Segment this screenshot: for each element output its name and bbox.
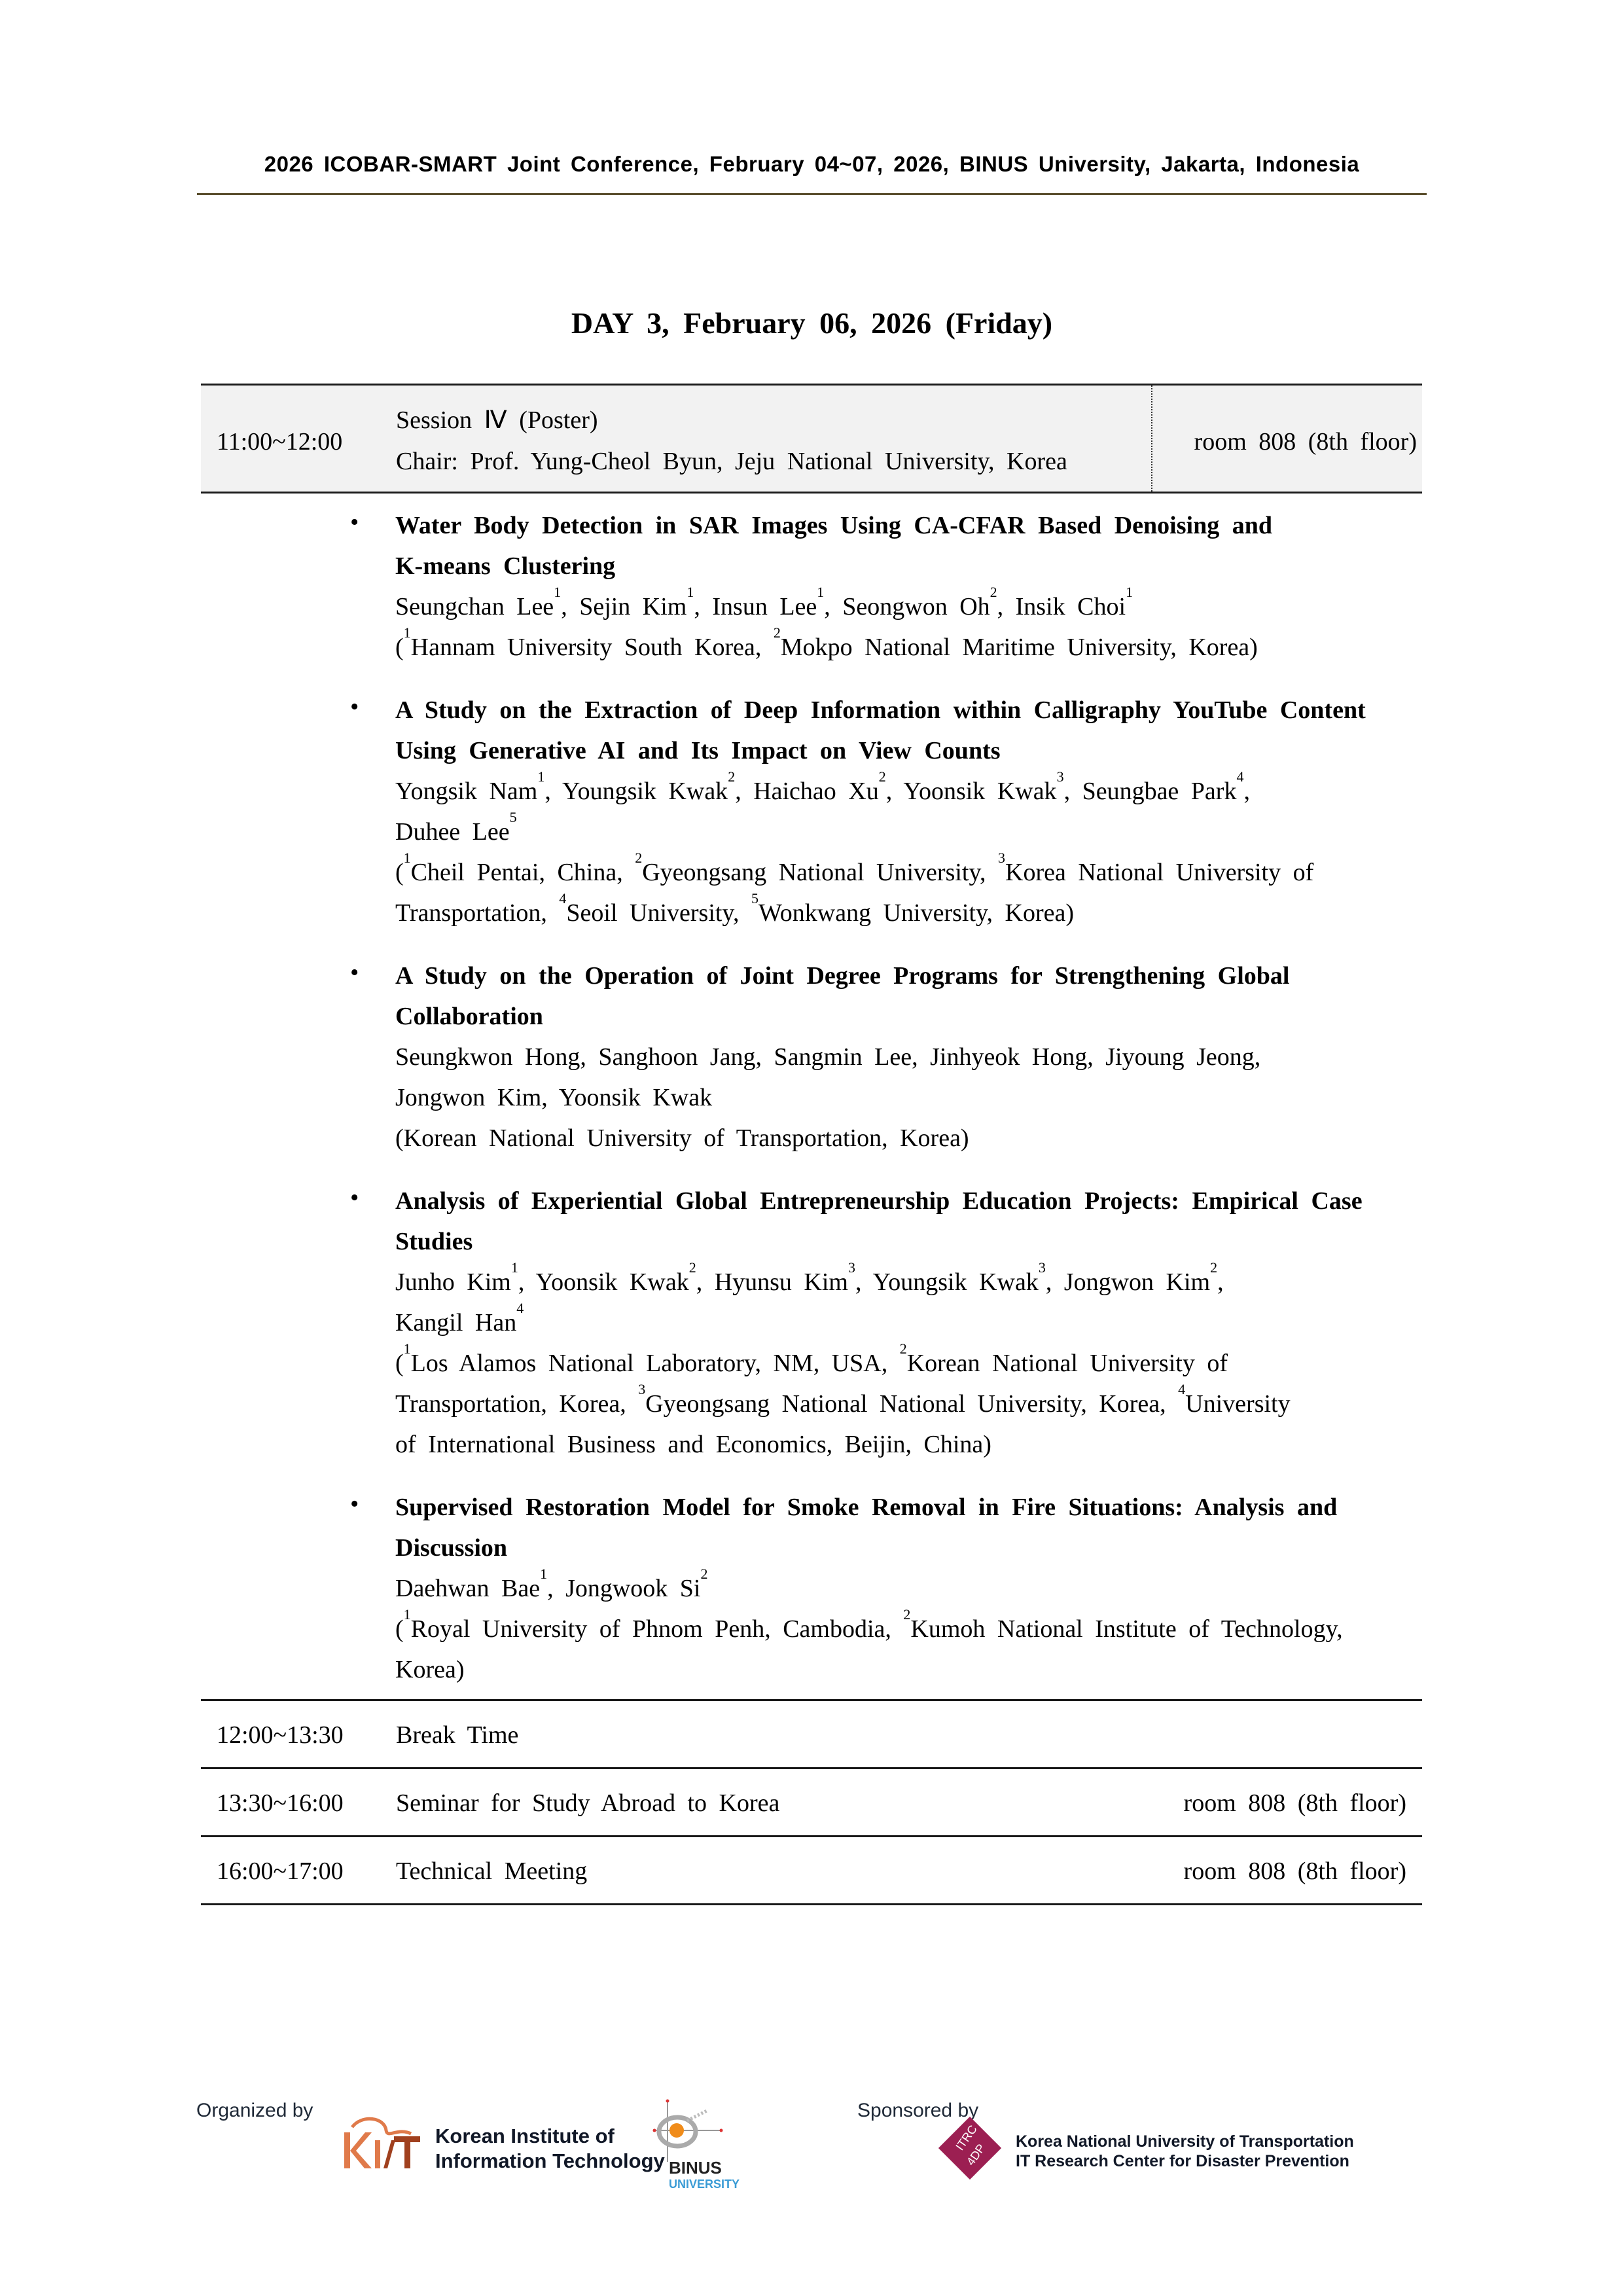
session-header-row [201,384,1422,493]
row-event: Seminar for Study Abroad to Korea [396,1789,780,1817]
text-segment: Cheil Pentai, China, [410,859,635,886]
affiliation-superscript: 2 [1210,1259,1218,1276]
text-segment: Gyeongsang National University, [642,859,999,886]
text-segment: Los Alamos National Laboratory, NM, USA, [410,1350,900,1377]
paper-affiliation-line [395,890,1422,933]
row-time: 13:30~16:00 [217,1789,344,1817]
text-segment: ( [395,1615,404,1643]
text-segment: Transportation, [395,899,560,927]
schedule-row-seminar [201,1769,1422,1837]
text-segment: Mokpo National Maritime University, Korea) [780,634,1258,661]
affiliation-superscript: 3 [847,1259,855,1276]
affiliation-superscript: 1 [403,1606,411,1623]
text-segment: Seungchan Lee [395,593,554,620]
affiliation-superscript: 4 [1178,1381,1186,1397]
affiliation-superscript: 1 [510,1259,518,1276]
paper-title-line: K-means Clustering [395,552,616,580]
affiliation-superscript: 4 [1236,768,1244,785]
itrc-badge-line2: 4DP [963,2142,988,2168]
paper-item [201,1487,1422,1690]
text-segment: Seoil University, [566,899,751,927]
kiit-name-line1: Korean Institute of [435,2125,615,2147]
paper-authors-line [395,1037,1422,1077]
bullet-icon: • [350,1184,359,1211]
paper-title-line: Collaboration [395,1003,543,1030]
row-room: room 808 (8th floor) [1183,1789,1406,1817]
bullet-icon: • [350,509,359,536]
affiliation-superscript: 1 [1126,584,1133,600]
paper-authors-line [395,1259,1422,1302]
binus-sub: UNIVERSITY [669,2178,740,2191]
text-segment: Korea National University of [1005,859,1314,886]
text-segment: Transportation, Korea, [395,1390,639,1418]
session-room: room 808 (8th floor) [1194,428,1417,456]
room-divider [1151,386,1152,492]
session-time: 11:00~12:00 [217,428,343,456]
paper-authors-line [395,1568,1422,1609]
paper-title-line: Supervised Restoration Model for Smoke Removal in Fire Situations: Analysis and [395,1494,1338,1521]
binus-logo-icon [648,2098,726,2163]
text-segment: , Yoonsik Kwak [518,1268,689,1296]
text-segment: ( [395,859,404,886]
text-segment: , [1243,778,1250,805]
itrc-badge-line1: ITRC [953,2123,980,2153]
paper-affiliation-line [395,1649,1422,1690]
affiliation-superscript: 1 [817,584,825,600]
text-segment: of International Business and Economics, Beijin, China) [395,1431,991,1458]
text-segment: Kumoh National Institute of Technology, [910,1615,1343,1643]
text-segment: Kangil Han [395,1309,517,1336]
text-segment: , Seungbae Park [1063,778,1237,805]
affiliation-superscript: 2 [728,768,736,785]
row-room: room 808 (8th floor) [1183,1857,1406,1885]
text-segment: , Insun Lee [694,593,817,620]
affiliation-superscript: 4 [559,890,567,906]
affiliation-superscript: 4 [516,1300,524,1316]
paper-affiliation-line [395,1606,1422,1649]
affiliation-superscript: 2 [700,1566,708,1582]
paper-item [201,956,1422,1158]
day-title: DAY 3, February 06, 2026 (Friday) [571,306,1053,340]
affiliation-superscript: 2 [990,584,997,600]
affiliation-superscript: 2 [899,1340,907,1357]
binus-name: BINUS [669,2158,722,2178]
affiliation-superscript: 5 [509,809,517,825]
text-segment: Korea) [395,1656,465,1683]
paper-item [201,690,1422,933]
schedule-table [201,384,1422,1905]
paper-title-line: A Study on the Extraction of Deep Information within Calligraphy YouTube Content [395,696,1366,724]
text-segment: , Jongwon Kim [1045,1268,1211,1296]
text-segment: (Korean National University of Transportation, Korea) [395,1124,969,1152]
text-segment: , Yoonsik Kwak [885,778,1057,805]
affiliation-superscript: 3 [638,1381,646,1397]
text-segment: Wonkwang University, Korea) [758,899,1075,927]
paper-list [201,493,1422,1701]
session-chair: Chair: Prof. Yung-Cheol Byun, Jeju National University, Korea [396,448,1067,475]
affiliation-superscript: 2 [635,850,643,866]
paper-affiliation-line [395,1381,1422,1424]
affiliation-superscript: 3 [1038,1259,1046,1276]
paper-authors-line [395,1077,1422,1118]
sponsor-name-line1: Korea National University of Transportation [1016,2132,1354,2151]
text-segment: Gyeongsang National National University, Korea, [645,1390,1179,1418]
text-segment: Junho Kim [395,1268,511,1296]
paper-title-line: Using Generative AI and Its Impact on View Counts [395,737,1001,764]
text-segment: Jongwon Kim, Yoonsik Kwak [395,1084,713,1111]
binus-logo [648,2098,740,2196]
running-head: 2026 ICOBAR-SMART Joint Conference, February 04~07, 2026, BINUS University, Jakarta, Indonesia [264,152,1360,176]
text-segment: , Youngsik Kwak [855,1268,1039,1296]
paper-item [201,1181,1422,1465]
paper-title-line: Analysis of Experiential Global Entrepreneurship Education Projects: Empirical Case [395,1187,1363,1215]
text-segment: ( [395,1350,404,1377]
paper-title-line: A Study on the Operation of Joint Degree Programs for Strengthening Global [395,962,1290,990]
bullet-icon: • [350,959,359,986]
itrc-logo [936,2114,1004,2182]
kiit-logo [339,2114,424,2173]
affiliation-superscript: 3 [1056,768,1064,785]
affiliation-superscript: 2 [688,1259,696,1276]
affiliation-superscript: 1 [403,1340,411,1357]
paper-item [201,505,1422,668]
affiliation-superscript: 1 [403,850,411,866]
text-segment: Yongsik Nam [395,778,538,805]
affiliation-superscript: 1 [537,768,545,785]
paper-affiliation-line [395,1118,1422,1158]
text-segment: Hannam University South Korea, [410,634,774,661]
text-segment: Duhee Lee [395,818,510,846]
session-title: Session Ⅳ (Poster) [396,406,598,434]
paper-title-line: Discussion [395,1534,508,1562]
paper-title-line: Water Body Detection in SAR Images Using CA-CFAR Based Denoising and [395,512,1272,539]
text-segment: ( [395,634,404,661]
footer-sponsors [196,2094,1427,2206]
affiliation-superscript: 3 [998,850,1006,866]
paper-affiliation-line [395,852,1422,893]
affiliation-superscript: 2 [903,1606,911,1623]
text-segment: , Hyunsu Kim [696,1268,848,1296]
text-segment: , Sejin Kim [561,593,687,620]
affiliation-superscript: 1 [687,584,694,600]
text-segment: University [1185,1390,1291,1418]
kiit-logo-icon [339,2114,424,2173]
affiliation-superscript: 5 [751,890,758,906]
header-rule [197,193,1427,195]
row-time: 12:00~13:30 [217,1721,344,1749]
row-time: 16:00~17:00 [217,1857,344,1885]
sponsor-name-line2: IT Research Center for Disaster Prevention [1016,2152,1349,2170]
affiliation-superscript: 1 [540,1566,548,1582]
affiliation-superscript: 1 [403,624,411,641]
schedule-row-technical-meeting [201,1837,1422,1905]
kiit-name-line2: Information Technology [435,2149,665,2172]
affiliation-superscript: 2 [878,768,886,785]
paper-authors-line [395,768,1422,812]
text-segment: , Jongwook Si [547,1575,701,1602]
sponsored-by-label: Sponsored by [857,2100,979,2121]
paper-authors-line [395,1302,1422,1343]
bullet-icon: • [350,693,359,721]
schedule-row-break [201,1701,1422,1769]
paper-authors-line [395,586,1422,627]
text-segment: , Youngsik Kwak [544,778,728,805]
text-segment: , Insik Choi [997,593,1126,620]
text-segment: Seungkwon Hong, Sanghoon Jang, Sangmin Lee, Jinhyeok Hong, Jiyoung Jeong, [395,1043,1261,1071]
paper-affiliation-line [395,1424,1422,1465]
text-segment: , [1217,1268,1224,1296]
bullet-icon: • [350,1490,359,1518]
organized-by-label: Organized by [196,2100,313,2121]
paper-title-line: Studies [395,1228,473,1255]
row-event: Technical Meeting [396,1857,588,1885]
text-segment: Korean National University of [906,1350,1228,1377]
affiliation-superscript: 2 [773,624,781,641]
text-segment: , Haichao Xu [735,778,879,805]
affiliation-superscript: 1 [554,584,562,600]
text-segment: Daehwan Bae [395,1575,541,1602]
text-segment: Royal University of Phnom Penh, Cambodia, [410,1615,904,1643]
paper-affiliation-line [395,624,1422,668]
paper-authors-line [395,809,1422,852]
text-segment: , Seongwon Oh [824,593,990,620]
paper-affiliation-line [395,1340,1422,1384]
row-event: Break Time [396,1721,519,1749]
